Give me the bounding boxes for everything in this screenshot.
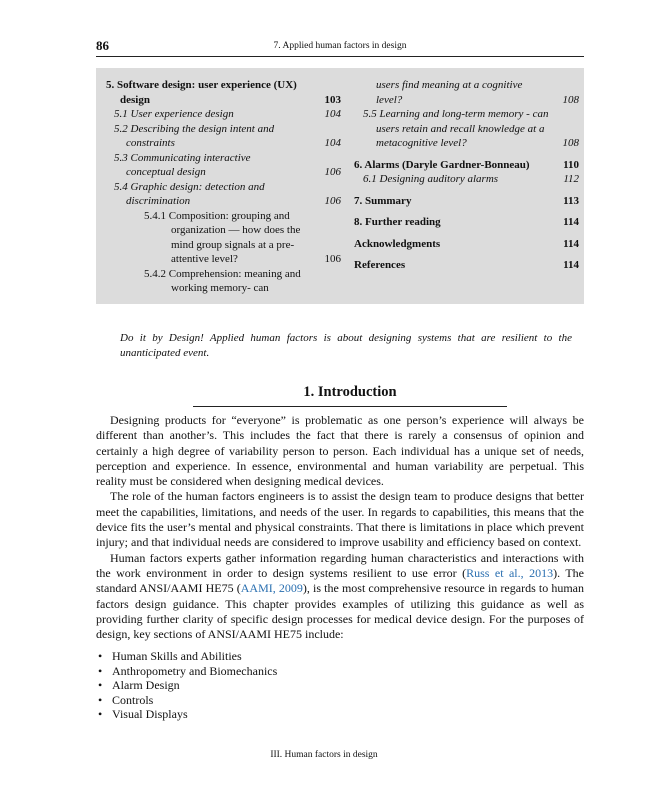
- section-title: 1. Introduction: [193, 384, 507, 407]
- page-header: [96, 38, 584, 57]
- toc-entry[interactable]: 5. Software design: user experience (UX) design 103: [106, 79, 341, 106]
- toc-entry[interactable]: 5.1 User experience design 104: [114, 108, 341, 120]
- toc-entry[interactable]: 6.1 Designing auditory alarms 112: [363, 173, 579, 185]
- toc-entry[interactable]: 5.4 Graphic design: detection and discrimination 106: [114, 180, 341, 207]
- paragraph: The role of the human factors engineers is to assist the design team to produce designs that better meet the capabilities, limitations, and needs of the user. In regards to capabilities, this means that the device fits the user’s mental and physical constraints. That there is limitations in place which prevent injury; and that individual needs are considered to improve usability and efficiency based on context.: [96, 489, 584, 550]
- toc-entry[interactable]: References 114: [354, 259, 579, 271]
- toc-entry[interactable]: 5.5 Learning and long-term memory - can users retain and recall knowledge at a metacognitive level? 108: [363, 108, 579, 149]
- toc-left-column: [106, 78, 341, 296]
- toc-entry[interactable]: users find meaning at a cognitive level? 108: [376, 79, 579, 106]
- page-number: 86: [96, 38, 109, 53]
- bullet-list: [96, 649, 584, 722]
- list-item: • Alarm Design: [98, 678, 180, 693]
- toc-entry[interactable]: 5.4.1 Composition: grouping and organization — how does the mind group signals at a pre-attentive level? 106: [144, 209, 341, 265]
- page-footer: III. Human factors in design: [270, 750, 378, 760]
- chapter-toc: [96, 68, 584, 304]
- toc-entry[interactable]: 5.2 Describing the design intent and constraints 104: [114, 122, 341, 149]
- running-title: 7. Applied human factors in design: [273, 41, 407, 51]
- body-text: [96, 413, 584, 722]
- toc-entry[interactable]: Acknowledgments 114: [354, 237, 579, 250]
- list-item: • Controls: [98, 692, 154, 707]
- paragraph: Human factors experts gather information regarding human characteristics and interactions with the work environment in order to design systems resilient to use error (Russ et al., 2013). The standard ANSI/AAMI HE75 (AAMI, 2009), is the most comprehensive resource in regards to human factors design guidance. This chapter provides examples of utilizing this guidance as well as providing further clarity of specific design processes for medical device design. For the purposes of design, key sections of ANSI/AAMI HE75 include:: [96, 550, 585, 642]
- list-item: • Visual Displays: [98, 707, 188, 722]
- citation-link[interactable]: AAMI, 2009: [240, 581, 303, 596]
- paragraph: Designing products for “everyone” is problematic as one person’s experience will always be different than another’s. This includes the fact that there is rarely a consensus of opinion and certainly a high degree of variability person to person. Each individual has a unique set of needs, perception and experience. In essence, environmental and human variability are perpetual. This reality must be considered when designing medical devices.: [96, 413, 584, 489]
- toc-entry[interactable]: 5.4.2 Comprehension: meaning and working memory- can: [144, 267, 301, 294]
- list-item: • Anthropometry and Biomechanics: [98, 663, 278, 678]
- toc-entry[interactable]: 5.3 Communicating interactive conceptual design 106: [114, 151, 341, 178]
- toc-entry[interactable]: 7. Summary 113: [354, 194, 579, 207]
- toc-entry[interactable]: 8. Further reading 114: [354, 216, 579, 228]
- citation-link[interactable]: Russ et al., 2013: [466, 565, 554, 580]
- toc-entry[interactable]: 6. Alarms (Daryle Gardner-Bonneau) 110: [354, 158, 579, 171]
- epigraph: Do it by Design! Applied human factors is about designing systems that are resilient to the unanticipated event.: [120, 332, 572, 359]
- toc-right-column: [354, 78, 579, 273]
- list-item: • Human Skills and Abilities: [98, 649, 242, 664]
